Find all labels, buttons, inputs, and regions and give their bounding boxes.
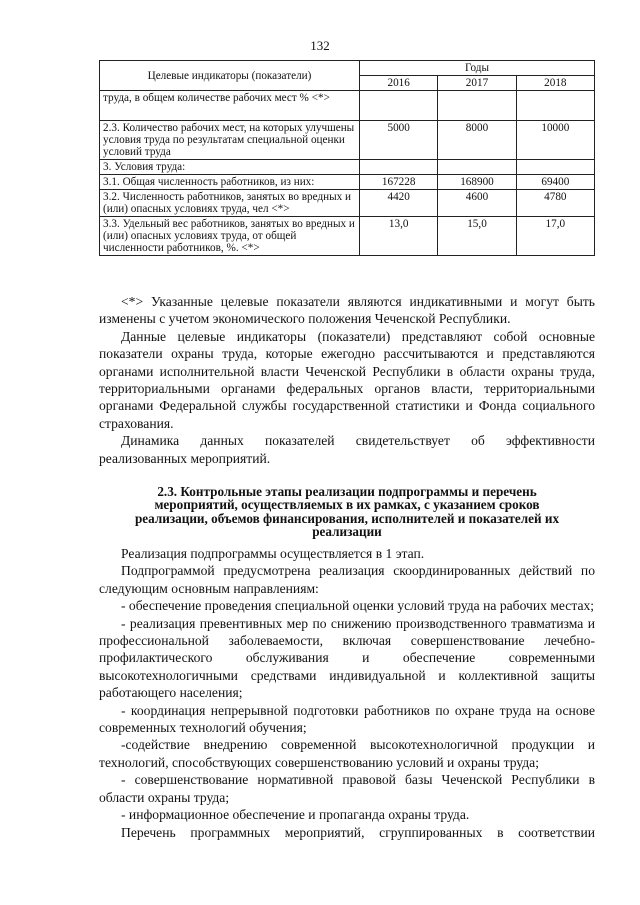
year-2016: 2016: [360, 76, 438, 91]
table-row: [100, 190, 595, 217]
list-item: - реализация превентивных мер по снижению производственного травматизма и профессиональной заболеваемости, включая совершенствование лечебно-профилактического обслуживания и обеспечение современными высокотехнологичными средствами индивидуальной и коллективной защиты работающего населения;: [99, 615, 595, 701]
page-number: 132: [310, 38, 330, 53]
indicators-table: [99, 60, 595, 256]
row-value: [360, 160, 438, 175]
row-value: 168900: [438, 175, 516, 190]
header-indicator: Целевые индикаторы (показатели): [100, 61, 360, 91]
list-item: - информационное обеспечение и пропаганда охраны труда.: [121, 807, 470, 823]
list-item: - совершенствование нормативной правовой базы Чеченской Республики в области охраны труда;: [99, 772, 595, 805]
list-item: - координация непрерывной подготовки работников по охране труда на основе современных технологий обучения;: [99, 702, 595, 736]
row-label: 3.2. Численность работников, занятых во вредных и (или) опасных условиях труда, чел <*>: [100, 190, 360, 217]
row-value: [438, 160, 516, 175]
section-heading: [99, 485, 595, 539]
row-value: [438, 91, 516, 121]
table-row: [100, 217, 595, 256]
text-block-bottom: [99, 545, 595, 841]
list-item: - обеспечение проведения специальной оценки условий труда на рабочих местах;: [121, 598, 595, 614]
text-block-top: [99, 293, 595, 467]
row-value: 15,0: [438, 217, 516, 256]
table-row: [100, 91, 595, 121]
row-value: 10000: [516, 121, 594, 160]
heading-line: реализации, объемов финансирования, исполнителей и показателей их: [134, 510, 560, 526]
heading-line: мероприятий, осуществляемых в их рамках, с указанием сроков: [154, 497, 540, 513]
row-value: 69400: [516, 175, 594, 190]
row-value: 167228: [360, 175, 438, 190]
last-line: Перечень программных мероприятий, сгруппированных в соответствии: [121, 824, 595, 840]
row-value: 4780: [516, 190, 594, 217]
year-2017: 2017: [438, 76, 516, 91]
table-header-row: [100, 61, 595, 76]
footnote-paragraph: <*> Указанные целевые показатели являются индикативными и могут быть изменены с учетом экономического положения Чеченской Республики.: [99, 294, 595, 327]
year-2018: 2018: [516, 76, 594, 91]
body-paragraph: Подпрограммой предусмотрена реализация скоординированных действий по следующим основным направлениям:: [99, 563, 595, 596]
table-row: [100, 121, 595, 160]
row-value: 4420: [360, 190, 438, 217]
body-paragraph: Реализация подпрограммы осуществляется в 1 этап.: [121, 546, 425, 561]
row-value: [360, 91, 438, 121]
list-item: -содействие внедрению современной высокотехнологичной продукции и технологий, способствующих совершенствованию условий и охраны труда;: [99, 737, 595, 770]
row-value: 5000: [360, 121, 438, 160]
row-label: 3. Условия труда:: [100, 160, 360, 175]
row-label: труда, в общем количестве рабочих мест % <*>: [100, 91, 360, 121]
header-years: Годы: [360, 61, 595, 76]
body-paragraph: Динамика данных показателей свидетельствует об эффективности реализованных мероприятий.: [99, 433, 595, 466]
row-value: [516, 160, 594, 175]
table-row: [100, 160, 595, 175]
row-value: [516, 91, 594, 121]
table-row: [100, 175, 595, 190]
heading-line: 2.3. Контрольные этапы реализации подпрограммы и перечень: [157, 484, 537, 499]
row-value: 13,0: [360, 217, 438, 256]
heading-line: реализации: [312, 524, 382, 540]
row-label: 3.1. Общая численность работников, из них:: [100, 175, 360, 190]
row-label: 3.3. Удельный вес работников, занятых во вредных и (или) опасных условиях труда, от общей численности работников, %. <*>: [100, 217, 360, 256]
row-label: 2.3. Количество рабочих мест, на которых улучшены условия труда по результатам специальной оценки условий труда: [100, 121, 360, 160]
row-value: 17,0: [516, 217, 594, 256]
row-value: 8000: [438, 121, 516, 160]
body-paragraph: Данные целевые индикаторы (показатели) представляют собой основные показатели охраны труда, которые ежегодно рассчитываются и представляются органами исполнительной власти Чеченской Республики в области охраны труда, территориальными органами федеральных органов власти, территориальными органами Федеральной службы государственной статистики и Фонда социального страхования.: [99, 328, 595, 431]
row-value: 4600: [438, 190, 516, 217]
